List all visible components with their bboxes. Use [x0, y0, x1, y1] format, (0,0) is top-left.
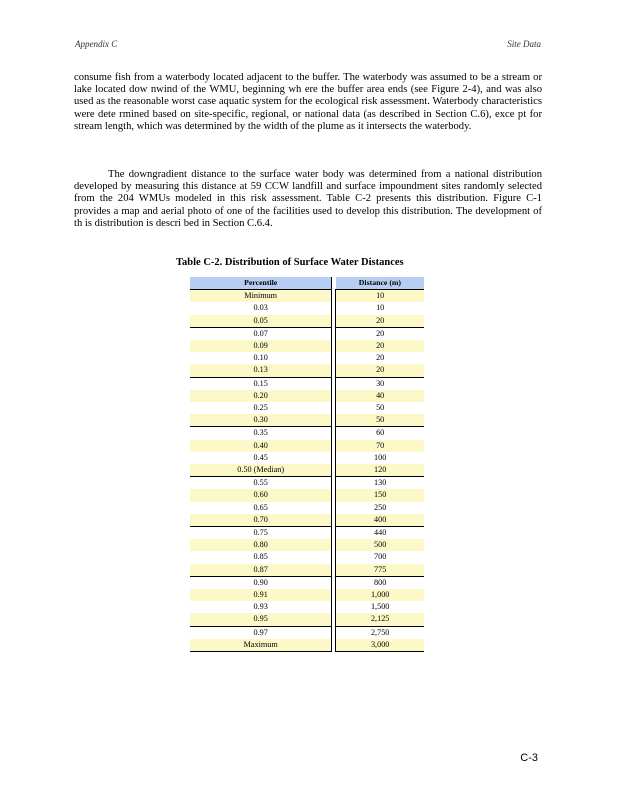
- table-row: [190, 539, 424, 551]
- distance-cell: 10: [336, 290, 424, 303]
- distance-cell: 150: [336, 489, 424, 501]
- distance-cell: 2,125: [336, 613, 424, 626]
- percentile-cell: 0.09: [190, 340, 332, 352]
- percentile-cell: 0.15: [190, 377, 332, 390]
- table-row: [190, 626, 424, 639]
- distance-cell: 1,000: [336, 589, 424, 601]
- table-row: [190, 290, 424, 303]
- distance-cell: 60: [336, 427, 424, 440]
- percentile-cell: 0.25: [190, 402, 332, 414]
- table-row: [190, 489, 424, 501]
- percentile-cell: 0.90: [190, 576, 332, 589]
- table-row: [190, 327, 424, 340]
- distance-cell: 20: [336, 340, 424, 352]
- distance-cell: 50: [336, 414, 424, 427]
- percentile-cell: 0.50 (Median): [190, 464, 332, 477]
- percentile-cell: 0.30: [190, 414, 332, 427]
- distance-cell: 20: [336, 315, 424, 328]
- table-header-row: [190, 277, 424, 290]
- distance-cell: 30: [336, 377, 424, 390]
- running-header-left: Appendix C: [75, 39, 118, 49]
- table-row: [190, 414, 424, 427]
- distance-cell: 3,000: [336, 639, 424, 652]
- percentile-cell: Minimum: [190, 290, 332, 303]
- percentile-cell: 0.70: [190, 514, 332, 527]
- distance-cell: 775: [336, 564, 424, 577]
- table-body: [190, 290, 424, 652]
- distance-cell: 20: [336, 352, 424, 364]
- distance-cell: 100: [336, 452, 424, 464]
- percentile-cell: 0.91: [190, 589, 332, 601]
- running-header-right: Site Data: [507, 39, 541, 49]
- table-row: [190, 576, 424, 589]
- distance-cell: 1,500: [336, 601, 424, 613]
- table-row: [190, 440, 424, 452]
- distance-cell: 700: [336, 551, 424, 563]
- table-row: [190, 564, 424, 577]
- distance-cell: 40: [336, 390, 424, 402]
- table-row: [190, 477, 424, 490]
- percentile-cell: 0.03: [190, 302, 332, 314]
- table-row: [190, 639, 424, 652]
- percentile-cell: 0.55: [190, 477, 332, 490]
- table-row: [190, 527, 424, 540]
- distance-cell: 2,750: [336, 626, 424, 639]
- distance-cell: 20: [336, 327, 424, 340]
- table-row: [190, 340, 424, 352]
- percentile-cell: 0.65: [190, 502, 332, 514]
- column-header-distance: Distance (m): [336, 277, 424, 290]
- table-row: [190, 613, 424, 626]
- percentile-cell: 0.60: [190, 489, 332, 501]
- distance-cell: 250: [336, 502, 424, 514]
- percentile-cell: 0.13: [190, 364, 332, 377]
- percentile-cell: Maximum: [190, 639, 332, 652]
- distance-cell: 10: [336, 302, 424, 314]
- distance-cell: 400: [336, 514, 424, 527]
- column-header-percentile: Percentile: [190, 277, 332, 290]
- distance-cell: 800: [336, 576, 424, 589]
- distance-cell: 20: [336, 364, 424, 377]
- body-paragraph-1: consume fish from a waterbody located adjacent to the buffer. The waterbody was assumed to be a stream or lake located dow nwind of the WMU, beginning wh ere the buffer area ends (see Figure 2-4), and was also used as the reasonable worst case aquatic system for the ecological risk assessment. Waterbody characteristics were dete rmined based on site-specific, regional, or national data (as described in Section C.6), exce pt for stream length, which was determined by the width of the plume as it intersects the waterbody.: [74, 72, 542, 132]
- table-row: [190, 427, 424, 440]
- table-row: [190, 302, 424, 314]
- percentile-cell: 0.20: [190, 390, 332, 402]
- distance-distribution-table: [190, 277, 424, 652]
- percentile-cell: 0.85: [190, 551, 332, 563]
- table-row: [190, 514, 424, 527]
- percentile-cell: 0.45: [190, 452, 332, 464]
- distance-cell: 70: [336, 440, 424, 452]
- distance-cell: 440: [336, 527, 424, 540]
- distance-cell: 130: [336, 477, 424, 490]
- table-title: Table C-2. Distribution of Surface Water Distances: [176, 257, 404, 268]
- body-paragraph-2: The downgradient distance to the surface water body was determined from a national distribution developed by measuring this distance at 59 CCW landfill and surface impoundment sites randomly selected from the 204 WMUs modeled in this risk assessment. Table C-2 presents this distribution. Figure C-1 provides a map and aerial photo of one of the facilities used to develop this distribution. The development of th is distribution is descri bed in Section C.6.4.: [74, 169, 542, 229]
- table-row: [190, 390, 424, 402]
- page-number: C-3: [520, 752, 538, 764]
- percentile-cell: 0.35: [190, 427, 332, 440]
- percentile-cell: 0.97: [190, 626, 332, 639]
- table-row: [190, 551, 424, 563]
- percentile-cell: 0.95: [190, 613, 332, 626]
- table-row: [190, 315, 424, 328]
- percentile-cell: 0.07: [190, 327, 332, 340]
- percentile-cell: 0.40: [190, 440, 332, 452]
- percentile-cell: 0.05: [190, 315, 332, 328]
- percentile-cell: 0.93: [190, 601, 332, 613]
- percentile-cell: 0.87: [190, 564, 332, 577]
- percentile-cell: 0.10: [190, 352, 332, 364]
- table-row: [190, 402, 424, 414]
- distance-cell: 500: [336, 539, 424, 551]
- percentile-cell: 0.80: [190, 539, 332, 551]
- table-row: [190, 377, 424, 390]
- table-row: [190, 464, 424, 477]
- table-row: [190, 589, 424, 601]
- percentile-cell: 0.75: [190, 527, 332, 540]
- distance-cell: 50: [336, 402, 424, 414]
- table-row: [190, 452, 424, 464]
- table-row: [190, 352, 424, 364]
- table-row: [190, 502, 424, 514]
- table-row: [190, 364, 424, 377]
- table-row: [190, 601, 424, 613]
- distance-cell: 120: [336, 464, 424, 477]
